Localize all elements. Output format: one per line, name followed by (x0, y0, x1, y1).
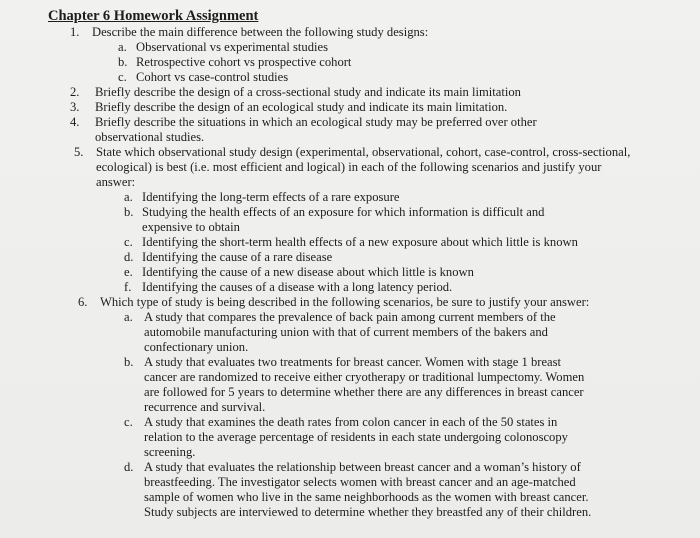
item-text: Studying the health effects of an exposure for which information is difficult and expensive to obtain (142, 205, 545, 234)
question-1-item-b (48, 55, 700, 70)
item-text: Retrospective cohort vs prospective cohort (136, 55, 352, 69)
item-text: A study that evaluates the relationship between breast cancer and a woman’s history of breastfeeding. The investigator selects women with breast cancer and an age-matched sample of women who live in the same neighborhoods as the women with breast cancer. Study subjects are interviewed to determine whether they breastfed any of their children. (144, 460, 592, 519)
item-text: Identifying the cause of a new disease about which little is known (142, 265, 474, 279)
item-letter: e. (124, 265, 133, 279)
item-text: Identifying the cause of a rare disease (142, 250, 333, 264)
question-1-item-a (48, 40, 700, 55)
question-4 (70, 115, 575, 145)
question-text: Which type of study is being described in the following scenarios, be sure to justify your answer: (100, 295, 590, 309)
page-title: Chapter 6 Homework Assignment (48, 8, 259, 24)
question-number: 5. (74, 145, 84, 159)
question-6-item-d (48, 460, 604, 520)
item-text: A study that evaluates two treatments for breast cancer. Women with stage 1 breast cancer are randomized to receive either cryotherapy or traditional lumpectomy. Women are followed for 5 years to determine whether there are any differences in breast cancer recurrence and survival. (144, 355, 585, 414)
question-text: Briefly describe the design of an ecological study and indicate its main limitation. (95, 100, 508, 114)
question-6-item-c (48, 415, 584, 460)
question-3 (70, 100, 635, 115)
question-1 (70, 25, 612, 40)
item-letter: c. (124, 415, 133, 429)
question-number: 3. (70, 100, 80, 114)
question-5 (74, 145, 636, 190)
item-letter: a. (124, 310, 133, 324)
item-letter: d. (124, 460, 134, 474)
question-5-item-e (48, 265, 700, 280)
item-letter: f. (124, 280, 132, 294)
question-2 (70, 85, 635, 100)
item-letter: b. (124, 205, 134, 219)
item-text: Identifying the long-term effects of a rare exposure (142, 190, 400, 204)
item-text: A study that compares the prevalence of back pain among current members of the automobile manufacturing union with that of current members of the bakers and confectionary union. (144, 310, 556, 354)
question-5-item-a (48, 190, 700, 205)
question-text: Briefly describe the situations in which an ecological study may be preferred over other observational studies. (95, 115, 537, 144)
item-text: Observational vs experimental studies (136, 40, 329, 54)
question-6 (78, 295, 660, 310)
question-number: 6. (78, 295, 88, 309)
item-letter: c. (124, 235, 133, 249)
question-5-item-c (48, 235, 700, 250)
question-number: 1. (70, 25, 80, 39)
question-1-item-c (48, 70, 700, 85)
question-text: Briefly describe the design of a cross-sectional study and indicate its main limitation (95, 85, 521, 99)
item-letter: a. (118, 40, 127, 54)
item-letter: a. (124, 190, 133, 204)
question-text: State which observational study design (experimental, observational, cohort, case-control, cross-sectional, ecological) is best (i.e. most efficient and logical) in each of the following scenarios and justify your answer: (96, 145, 631, 189)
item-letter: c. (118, 70, 127, 84)
item-letter: b. (118, 55, 128, 69)
question-5-item-d (48, 250, 700, 265)
question-text: Describe the main difference between the following study designs: (92, 25, 429, 39)
item-text: A study that examines the death rates from colon cancer in each of the 50 states in relation to the average percentage of residents in each state undergoing colonoscopy screening. (144, 415, 568, 459)
question-number: 2. (70, 85, 80, 99)
item-letter: d. (124, 250, 134, 264)
question-6-item-a (48, 310, 584, 355)
question-5-item-f (48, 280, 700, 295)
question-6-item-b (48, 355, 596, 415)
question-number: 4. (70, 115, 80, 129)
item-text: Cohort vs case-control studies (136, 70, 289, 84)
item-text: Identifying the causes of a disease with a long latency period. (142, 280, 453, 294)
question-5-item-b (48, 205, 582, 235)
item-letter: b. (124, 355, 134, 369)
item-text: Identifying the short-term health effects of a new exposure about which little is known (142, 235, 578, 249)
